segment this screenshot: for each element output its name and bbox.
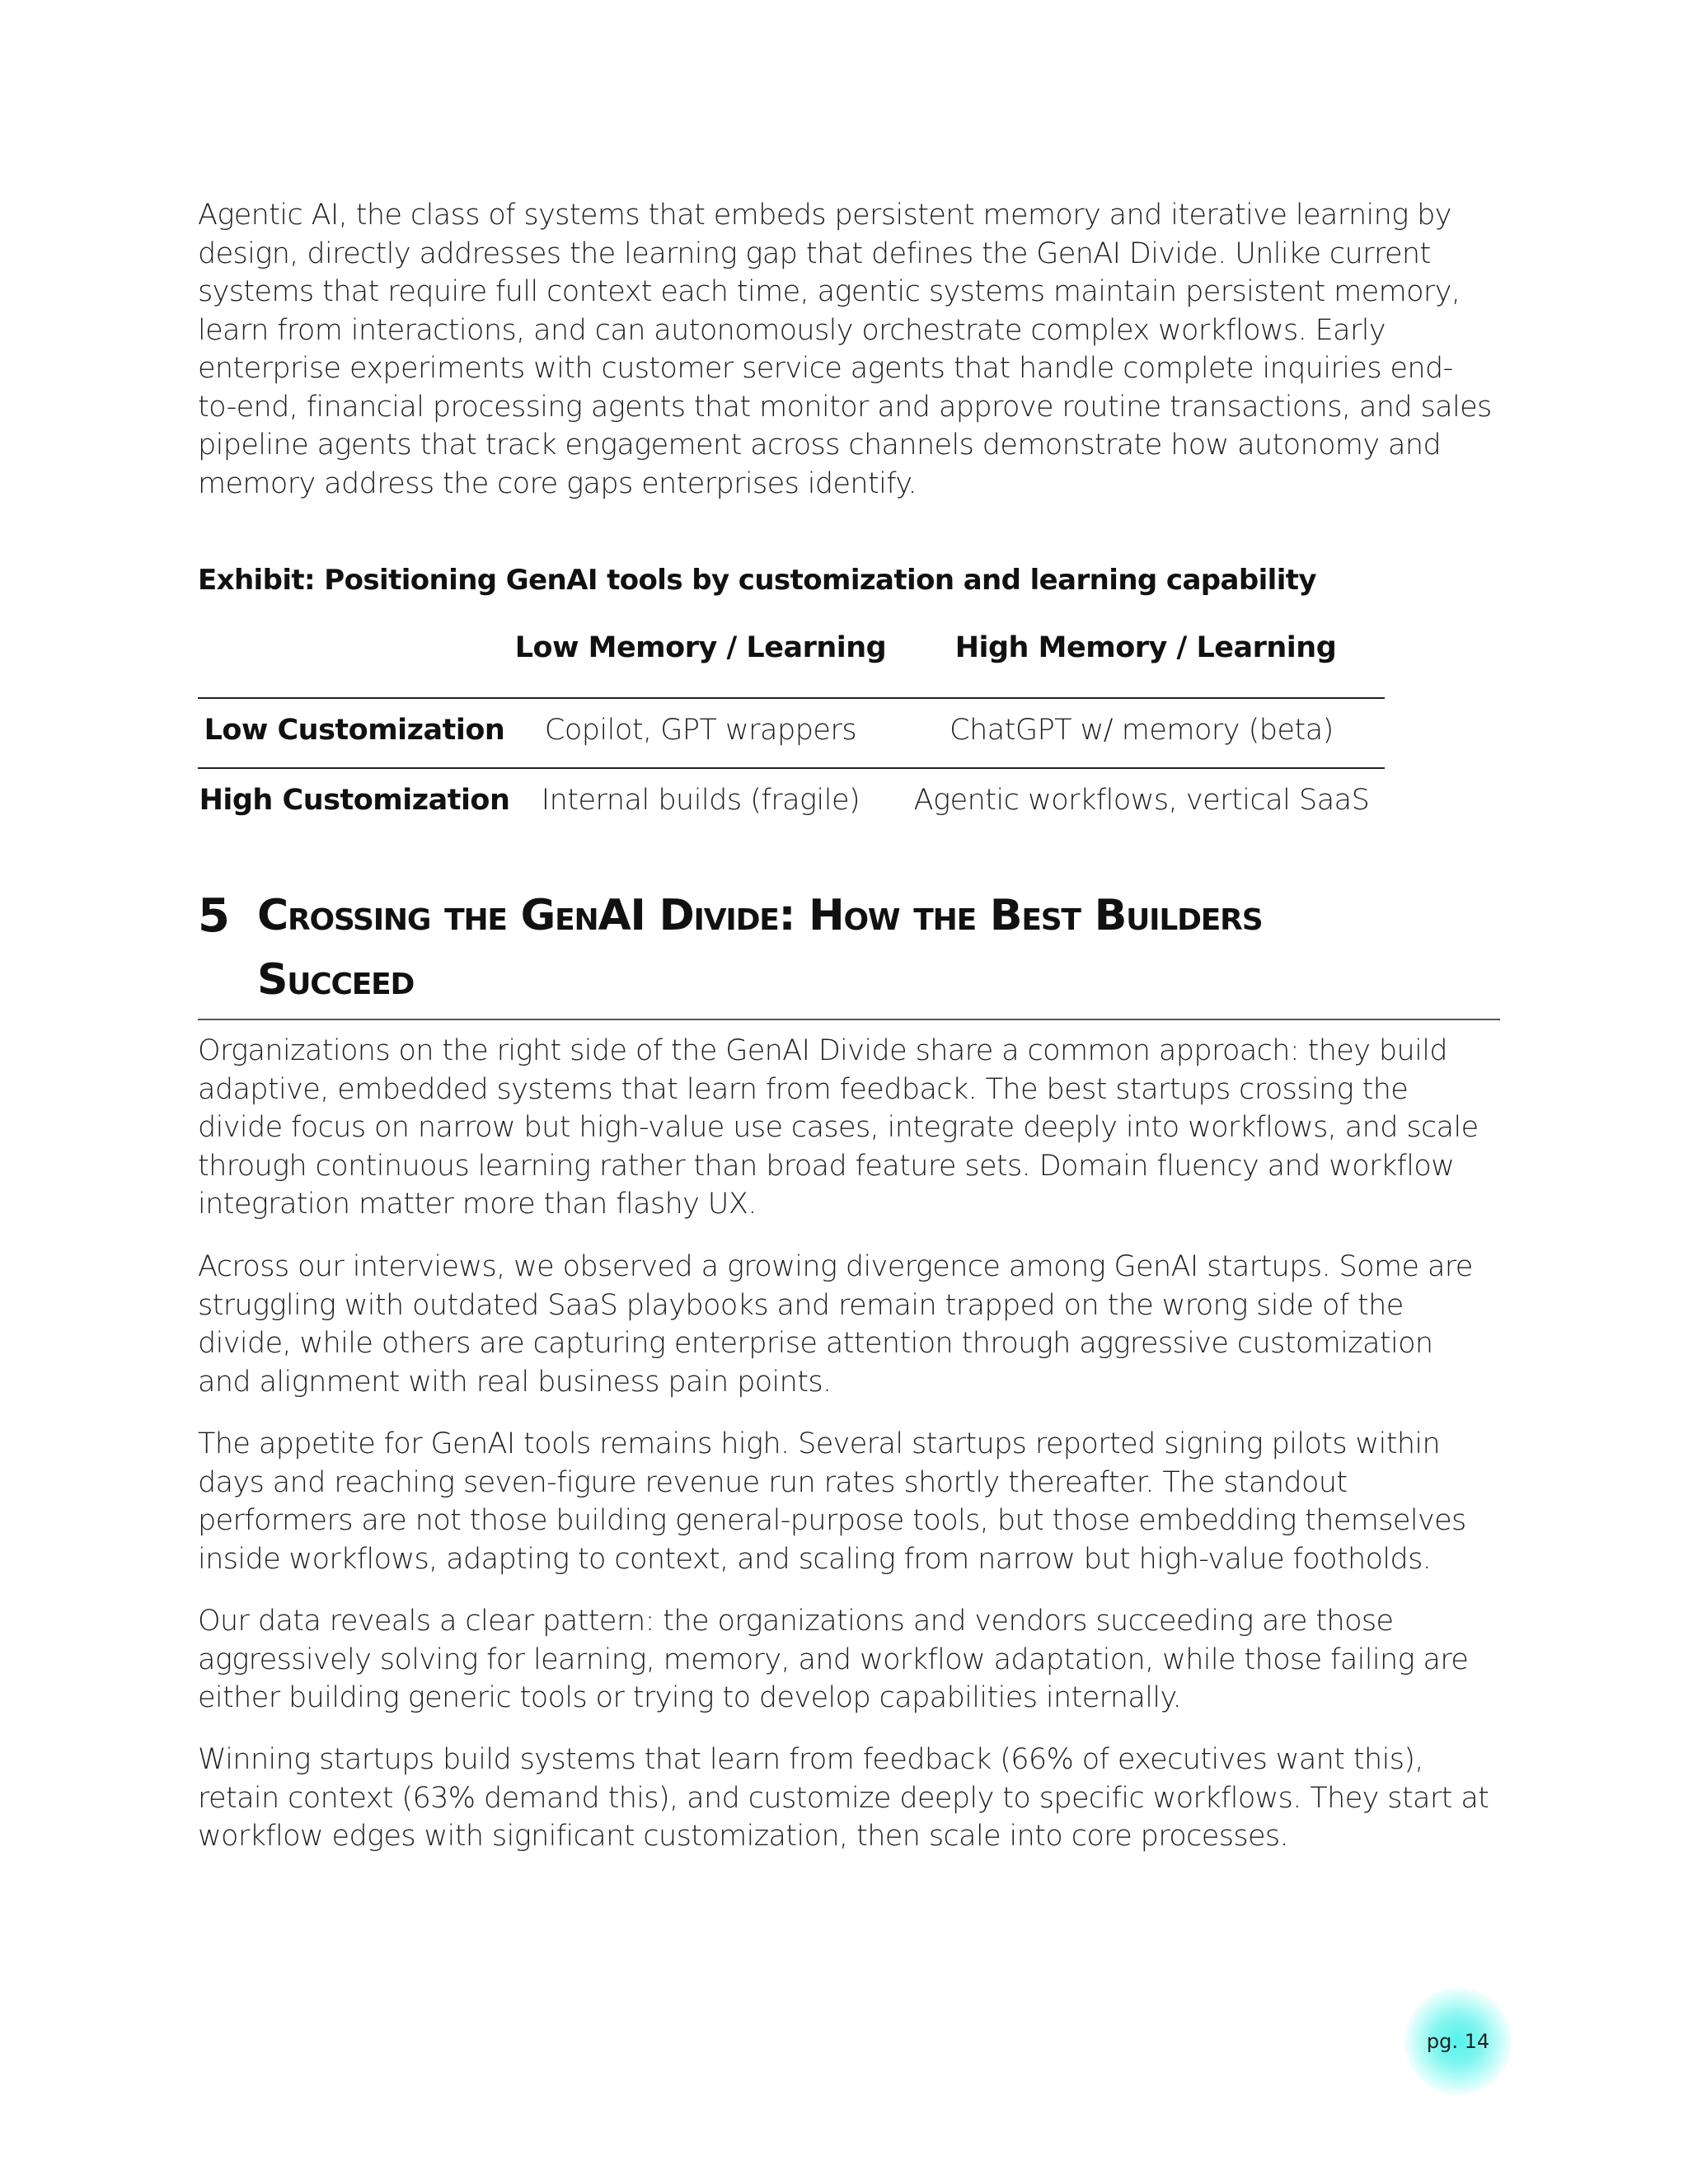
row-label-low-customization: Low Customization: [204, 714, 505, 747]
exhibit-title: Exhibit: Positioning GenAI tools by customization and learning capability: [198, 564, 1316, 597]
section-number: 5: [198, 889, 230, 943]
body-paragraph: Our data reveals a clear pattern: the organizations and vendors succeeding are those aggressively solving for learning, memory, and workflow adaptation, while those failing are either building generic tools or trying to develop capabilities internally.: [198, 1605, 1469, 1714]
table-divider: [198, 697, 1385, 699]
section-title: Crossing the GenAI Divide: How the Best Builders Succeed: [257, 891, 1263, 1005]
table-cell: Copilot, GPT wrappers: [544, 714, 857, 747]
table-cell: Agentic workflows, vertical SaaS: [913, 784, 1370, 817]
page-number-badge: [1404, 1988, 1512, 2095]
table-cell: Internal builds (fragile): [541, 784, 860, 817]
body-paragraph: Winning startups build systems that learn from feedback (66% of executives want this), retain context (63% demand this), and customize deeply to specific workflows. They start at workflow edges with significant customization, then scale into core processes.: [198, 1743, 1489, 1853]
row-label-high-customization: High Customization: [199, 784, 510, 817]
table-divider: [198, 767, 1385, 769]
body-paragraph: Organizations on the right side of the GenAI Divide share a common approach: they build adaptive, embedded systems that learn from feedback. The best startups crossing the divide focus on narrow but high-value use cases, integrate deeply into workflows, and scale through continuous learning rather than broad feature sets. Domain fluency and workflow integration matter more than flashy UX.: [198, 1034, 1479, 1221]
body-paragraph: The appetite for GenAI tools remains high. Several startups reported signing pilots within days and reaching seven-figure revenue run rates shortly thereafter. The standout performers are not those building general-purpose tools, but those embedding themselves inside workflows, adapting to context, and scaling from narrow but high-value footholds.: [198, 1427, 1466, 1576]
column-header-low-memory: Low Memory / Learning: [514, 631, 887, 664]
table-cell: ChatGPT w/ memory (beta): [950, 714, 1334, 747]
page-number: pg. 14: [1426, 2030, 1490, 2053]
section-heading: [198, 883, 1500, 1015]
body-paragraph: Across our interviews, we observed a growing divergence among GenAI startups. Some are struggling with outdated SaaS playbooks and remain trapped on the wrong side of the divide, while others are capturing enterprise attention through aggressive customization and alignment with real business pain points.: [198, 1250, 1473, 1399]
column-header-high-memory: High Memory / Learning: [954, 631, 1337, 664]
section-divider: [198, 1019, 1500, 1020]
intro-paragraph: Agentic AI, the class of systems that embeds persistent memory and iterative learning by design, directly addresses the learning gap that defines the GenAI Divide. Unlike current systems that require full context each time, agentic systems maintain persistent memory, learn from interactions, and can autonomously orchestrate complex workflows. Early enterprise experiments with customer service agents that handle complete inquiries end- to-end, financial processing agents that monitor and approve routine transactions, and sales pipeline agents that track engagement across channels demonstrate how autonomy and memory address the core gaps enterprises identify.: [198, 199, 1492, 500]
